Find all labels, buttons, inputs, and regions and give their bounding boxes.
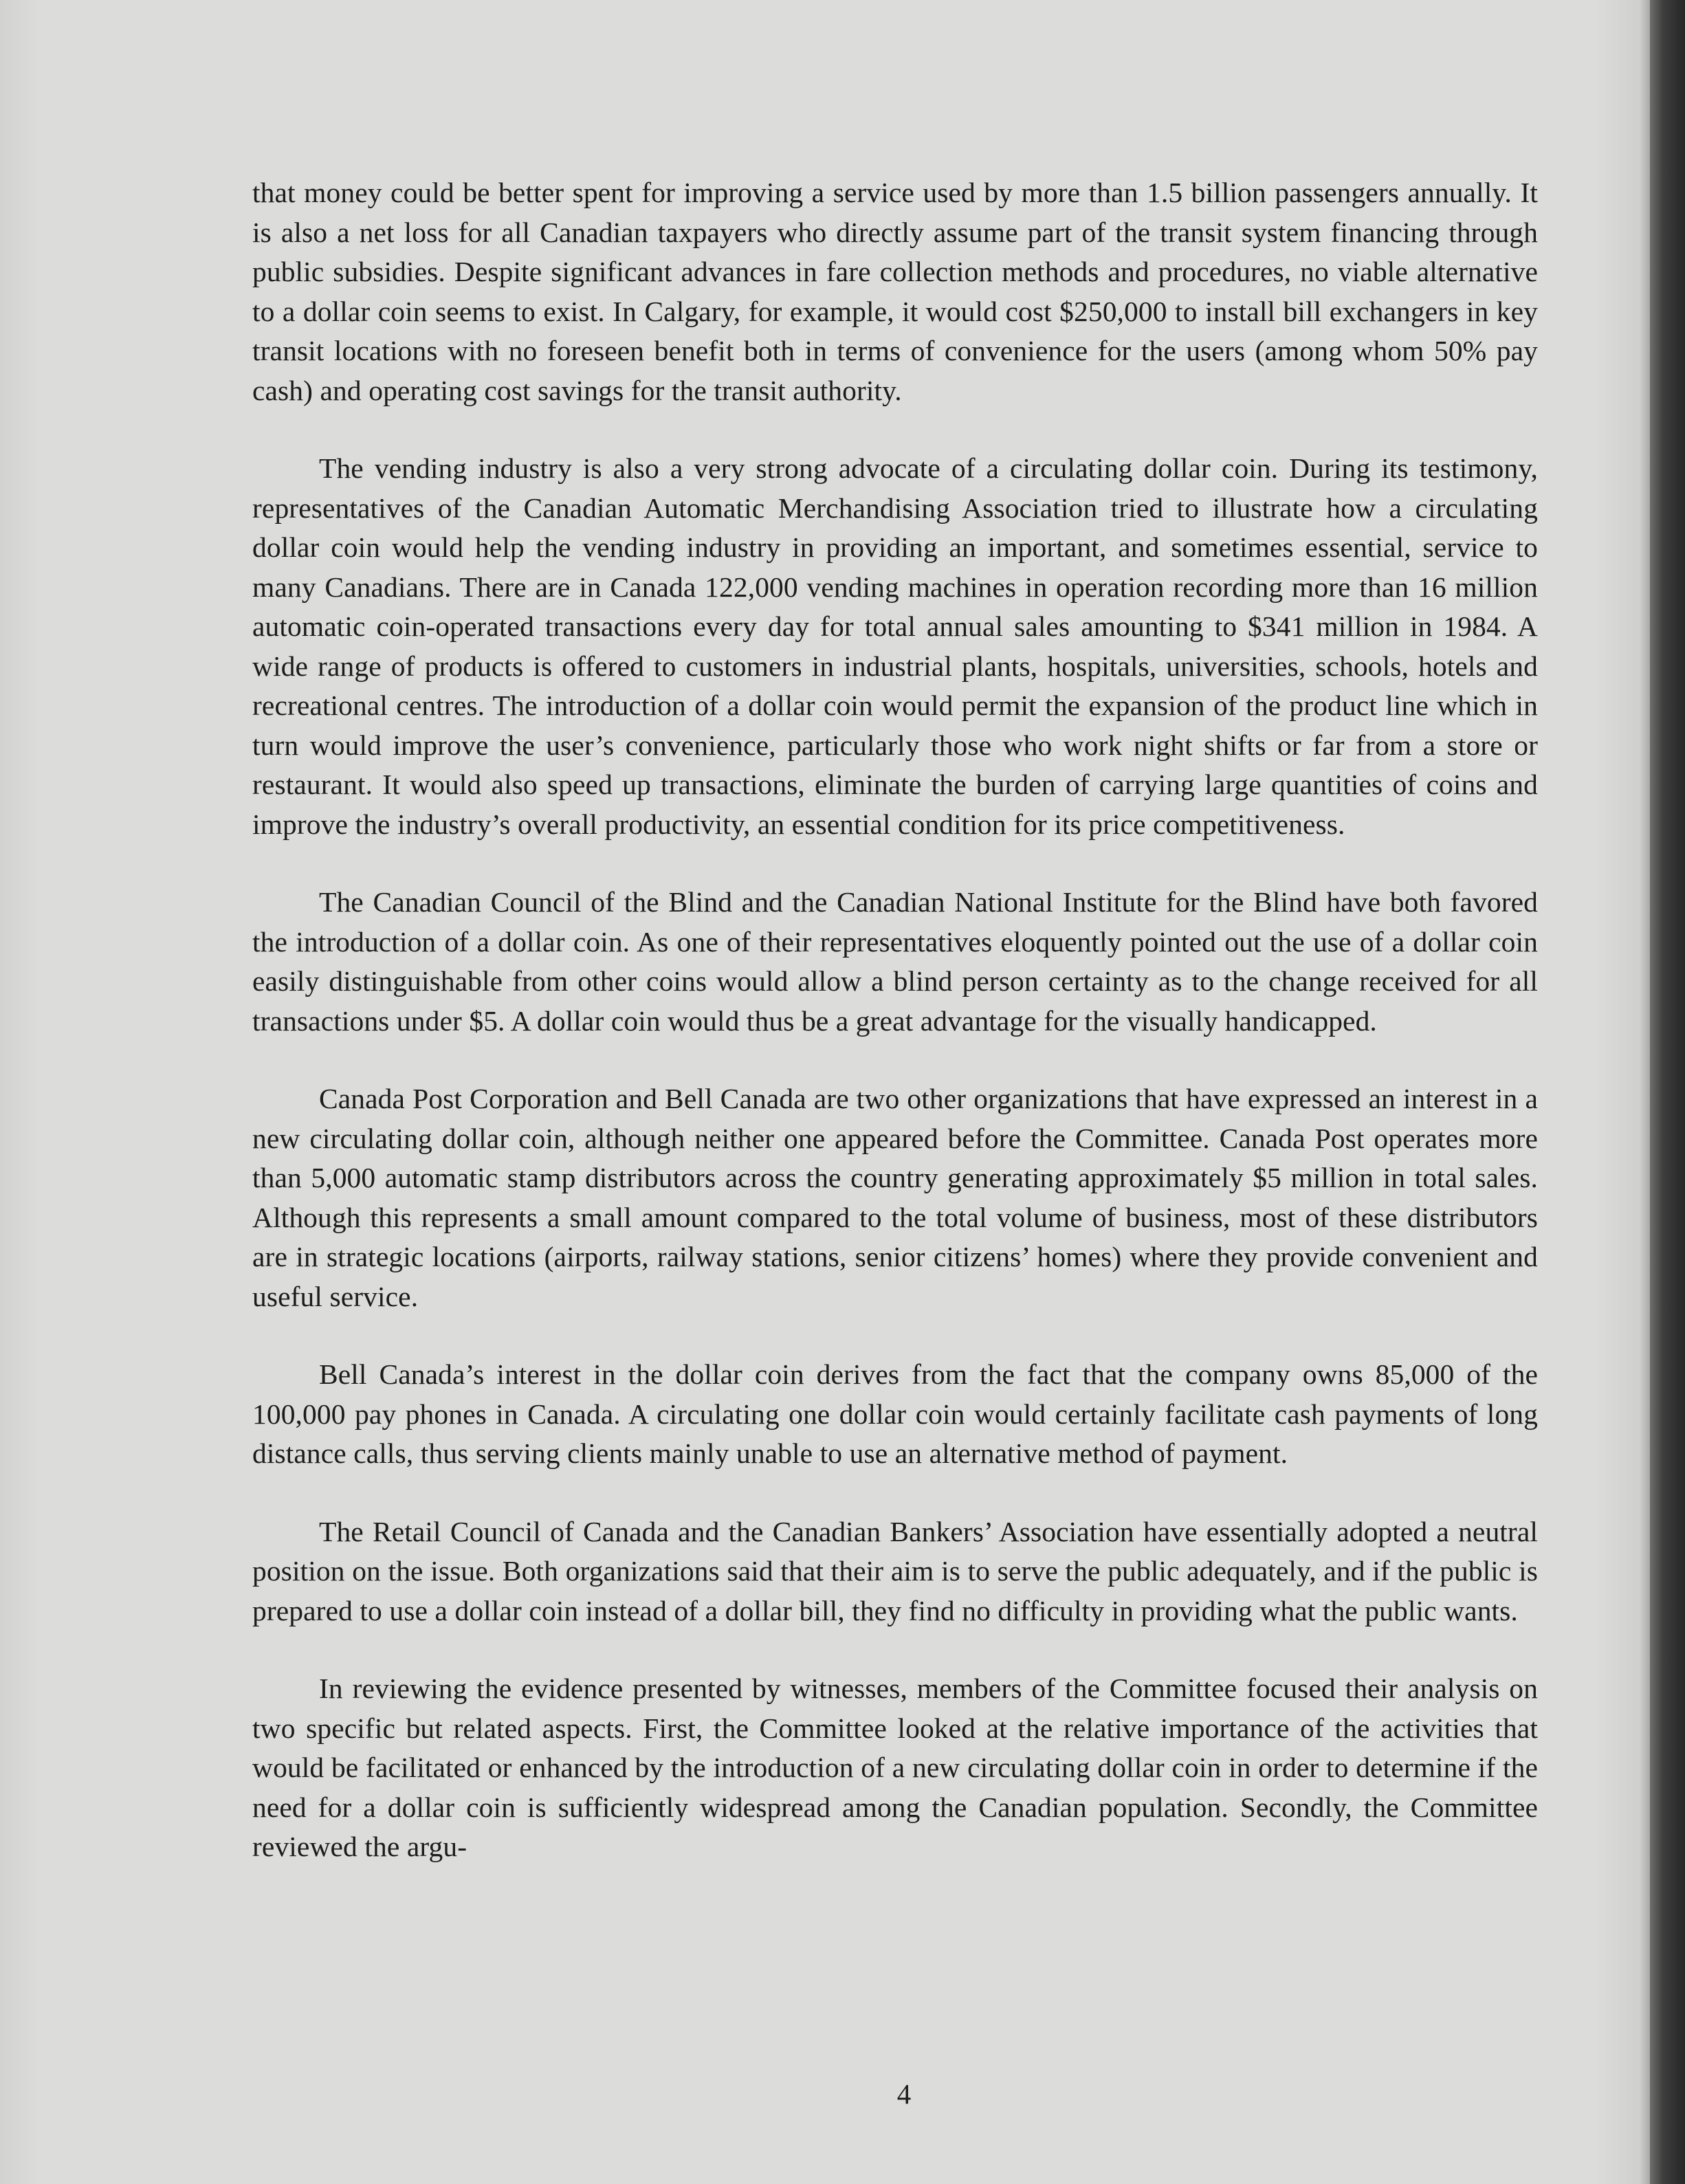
paragraph-7: In reviewing the evidence presented by witnesses, members of the Committee focused their analysis on two specific but related aspects. First, the Committee looked at the relative importance of the activities that would be facilitated or enhanced by the introduction of a new circulating dollar coin in order to determine if the need for a dollar coin is sufficiently widespread among the Canadian population. Secondly, the Committee reviewed the argu- — [252, 1673, 1538, 1862]
page-number: 4 — [896, 2078, 912, 2110]
body-text — [252, 173, 1538, 1906]
paragraph-6: The Retail Council of Canada and the Canadian Bankers’ Association have essentially adopted a neutral position on the issue. Both organizations said that their aim is to serve the public adequately, and if the public is prepared to use a dollar coin instead of a dollar bill, they find no difficulty in providing what the public wants. — [252, 1515, 1538, 1626]
paragraph-3: The Canadian Council of the Blind and the Canadian National Institute for the Blind have both favored the introduction of a dollar coin. As one of their representatives eloquently pointed out the use of a dollar coin easily distinguishable from other coins would allow a blind person certainty as to the change received for all transactions under $5. A dollar coin would thus be a great advantage for the visually handicapped. — [252, 886, 1538, 1037]
paragraph-2: The vending industry is also a very strong advocate of a circulating dollar coin. During its testimony, representatives of the Canadian Automatic Merchandising Association tried to illustrate how a circulating dollar coin would help the vending industry in providing an important, and sometimes essential, service to many Canadians. There are in Canada 122,000 vending machines in operation recording more than 16 million automatic coin-operated transactions every day for total annual sales amounting to $341 million in 1984. A wide range of products is offered to customers in industrial plants, hospitals, universities, schools, hotels and recreational centres. The introduction of a dollar coin would permit the expansion of the product line which in turn would improve the user’s convenience, particularly those who work night shifts or far from a store or restaurant. It would also speed up transactions, eliminate the burden of carrying large quantities of coins and improve the industry’s overall productivity, an essential condition for its price competitiveness. — [252, 452, 1538, 840]
book-spine-edge — [1650, 0, 1685, 2184]
paragraph-5: Bell Canada’s interest in the dollar coin derives from the fact that the company owns 85,000 of the 100,000 pay phones in Canada. A circulating one dollar coin would certainly facilitate cash payments of long distance calls, thus serving clients mainly unable to use an alternative method of payment. — [252, 1358, 1538, 1469]
paragraph-4: Canada Post Corporation and Bell Canada are two other organizations that have expressed an interest in a new circulating dollar coin, although neither one appeared before the Committee. Canada Post operates more than 5,000 automatic stamp distributors across the country generating approximately $5 million in total sales. Although this represents a small amount compared to the total volume of business, most of these distributors are in strategic locations (airports, railway stations, senior citizens’ homes) where they provide convenient and useful service. — [252, 1083, 1538, 1312]
paragraph-1: that money could be better spent for improving a service used by more than 1.5 billion passengers annually. It is also a net loss for all Canadian taxpayers who directly assume part of the transit system financing through public subsidies. Despite significant advances in fare collection methods and procedures, no viable alternative to a dollar coin seems to exist. In Calgary, for example, it would cost $250,000 to install bill exchangers in key transit locations with no foreseen benefit both in terms of convenience for the users (among whom 50% pay cash) and operating cost savings for the transit authority. — [252, 177, 1538, 406]
